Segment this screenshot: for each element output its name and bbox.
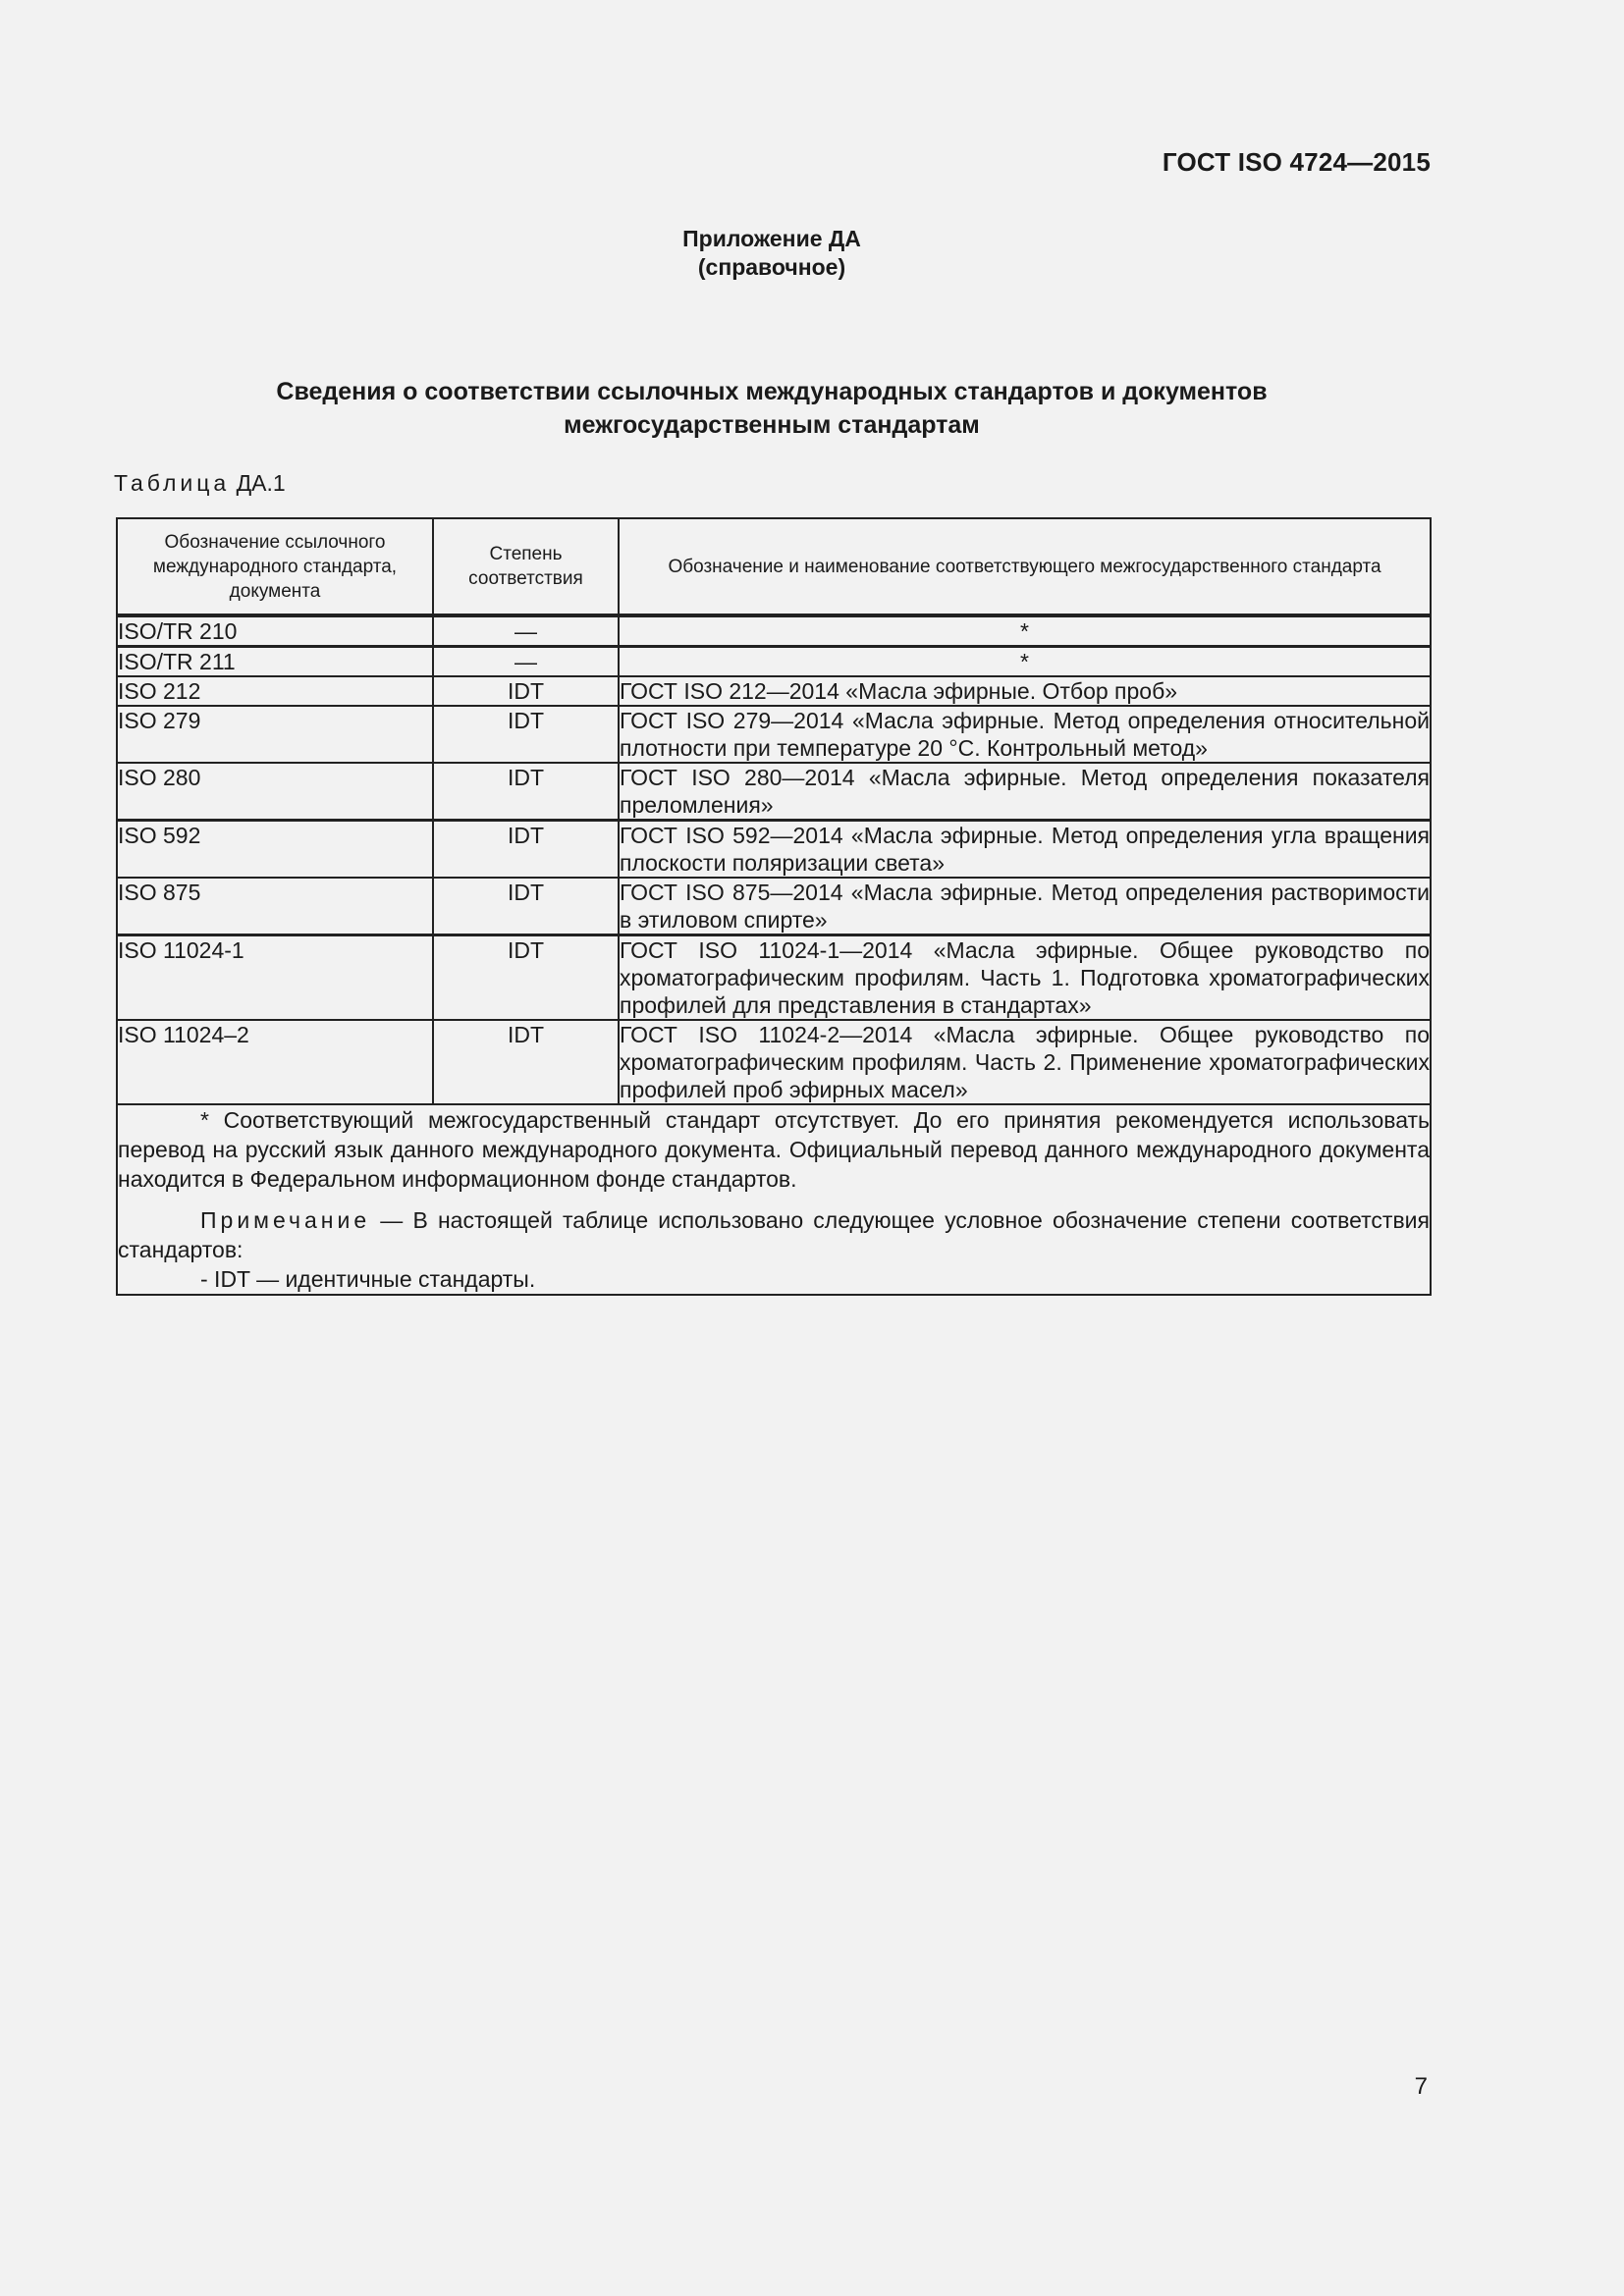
document-code: ГОСТ ISO 4724—2015: [1162, 147, 1431, 177]
cell-code: ISO/TR 210: [117, 615, 433, 647]
cell-code: ISO 280: [117, 763, 433, 821]
appendix-title: Приложение ДА: [682, 226, 861, 251]
cell-degree: IDT: [433, 706, 619, 763]
cell-name: ГОСТ ISO 280—2014 «Масла эфирные. Метод определения показателя преломления»: [619, 763, 1431, 821]
cell-code: ISO 592: [117, 821, 433, 879]
page-number: 7: [1414, 2073, 1428, 2100]
cell-code: ISO 212: [117, 676, 433, 706]
table-row: [117, 676, 1431, 706]
table-row: [117, 878, 1431, 935]
table-footer: [117, 1104, 1431, 1295]
note-item: - IDT — идентичные стандарты.: [200, 1266, 536, 1292]
table-row: [117, 647, 1431, 677]
cell-code: ISO 11024–2: [117, 1020, 433, 1104]
table-note: [118, 1205, 1430, 1264]
note-text: — В настоящей таблице использовано следующее условное обозначение степени соответствия стандартов:: [118, 1207, 1430, 1262]
cell-name: *: [619, 615, 1431, 647]
cell-name: ГОСТ ISO 212—2014 «Масла эфирные. Отбор проб»: [619, 676, 1431, 706]
appendix-heading: [0, 225, 1543, 282]
table-header-row: [117, 518, 1431, 615]
appendix-subtitle: (справочное): [697, 254, 846, 280]
table-caption: [114, 470, 286, 497]
cell-degree: —: [433, 647, 619, 677]
table-row: [117, 1020, 1431, 1104]
cell-degree: IDT: [433, 676, 619, 706]
cell-name: ГОСТ ISO 11024-2—2014 «Масла эфирные. Общее руководство по хроматографическим профилям. Часть 2. Применение хроматографических профилей проб эфирных масел»: [620, 1022, 1430, 1102]
section-title: [0, 375, 1543, 442]
table-row: [117, 935, 1431, 1021]
header-degree: Степень соответствия: [433, 518, 619, 615]
table-footer-row: [117, 1104, 1431, 1295]
cell-code: ISO 875: [117, 878, 433, 935]
cell-name: *: [619, 647, 1431, 677]
cell-code: ISO 11024-1: [117, 935, 433, 1021]
cell-degree: IDT: [433, 763, 619, 821]
cell-degree: IDT: [433, 935, 619, 1021]
section-title-line-2: межгосударственным стандартам: [564, 411, 980, 439]
cell-name: ГОСТ ISO 11024-1—2014 «Масла эфирные. Общее руководство по хроматографическим профилям. Часть 1. Подготовка хроматографических профилей для представления в стандартах»: [619, 935, 1431, 1021]
cell-name: ГОСТ ISO 592—2014 «Масла эфирные. Метод определения угла вращения плоскости поляризации света»: [619, 821, 1431, 879]
table-caption-word: Таблица: [114, 470, 231, 496]
cell-degree: IDT: [433, 878, 619, 935]
footnote: * Соответствующий межгосударственный стандарт отсутствует. До его принятия рекомендуется использовать перевод на русский язык данного международного документа. Официальный перевод данного международного документа находится в Федеральном информационном фонде стандартов.: [118, 1107, 1430, 1192]
cell-degree: IDT: [433, 1020, 619, 1104]
table-caption-number: ДА.1: [236, 470, 286, 496]
correspondence-table: [116, 517, 1432, 1296]
cell-degree: —: [433, 615, 619, 647]
section-title-line-1: Сведения о соответствии ссылочных международных стандартов и документов: [276, 378, 1268, 405]
table-row: [117, 763, 1431, 821]
table-row: [117, 706, 1431, 763]
cell-code: ISO/TR 211: [117, 647, 433, 677]
cell-name: ГОСТ ISO 279—2014 «Масла эфирные. Метод определения относительной плотности при температуре 20 °С. Контрольный метод»: [620, 708, 1430, 761]
table-row: [117, 615, 1431, 647]
note-label: Примечание: [200, 1207, 371, 1233]
cell-code: ISO 279: [117, 706, 433, 763]
table-row: [117, 821, 1431, 879]
header-intl-standard: Обозначение ссылочного международного стандарта, документа: [117, 518, 433, 615]
header-national-standard: Обозначение и наименование соответствующего межгосударственного стандарта: [619, 518, 1431, 615]
cell-name: ГОСТ ISO 875—2014 «Масла эфирные. Метод определения растворимости в этиловом спирте»: [619, 878, 1431, 935]
cell-degree: IDT: [433, 821, 619, 879]
